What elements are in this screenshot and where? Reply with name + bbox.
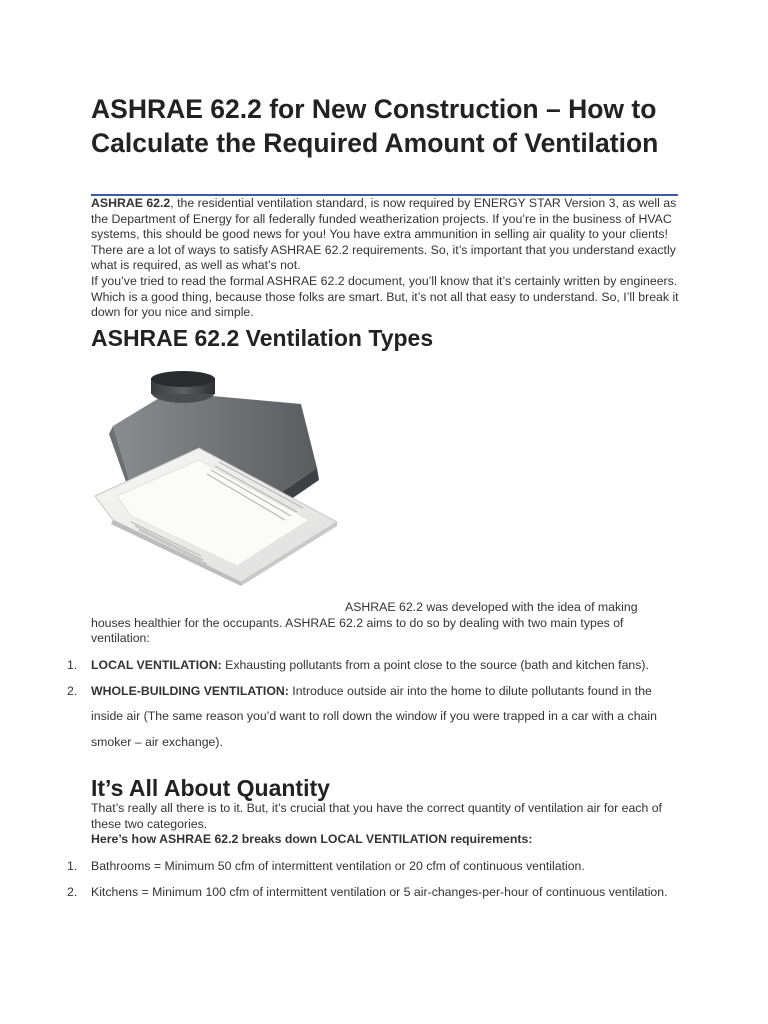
list-item-label: LOCAL VENTILATION: <box>91 658 222 672</box>
intro-paragraph-1 <box>91 196 680 274</box>
list-item <box>67 653 680 679</box>
intro-text <box>91 196 680 321</box>
ventilation-types-heading: ASHRAE 62.2 Ventilation Types <box>91 325 434 351</box>
development-paragraph <box>91 600 680 647</box>
list-number: 1. <box>67 658 78 672</box>
list-number: 1. <box>67 859 78 873</box>
list-item-text: Bathrooms = Minimum 50 cfm of intermittent ventilation or 20 cfm of continuous ventilation. <box>91 859 585 873</box>
list-item <box>67 854 680 880</box>
local-ventilation-list <box>67 854 680 905</box>
quantity-text: That’s really all there is to it. But, it’s crucial that you have the correct quantity of ventilation air for each of these two categories. <box>91 801 662 831</box>
development-text: ASHRAE 62.2 was developed with the idea of making houses healthier for the occupants. ASHRAE 62.2 aims to do so by dealing with two main types of ventilation: <box>91 600 638 646</box>
list-item-text: Exhausting pollutants from a point close to the source (bath and kitchen fans). <box>221 658 649 672</box>
intro-bold-lead: ASHRAE 62.2 <box>91 196 171 210</box>
intro-p1-text: , the residential ventilation standard, is now required by ENERGY STAR Version 3, as well as the Department of Energy for all federally funded weatherization projects. If you’re in the business of HVAC systems, this should be good news for you! You have extra ammunition in selling air quality to your clients! There are a lot of ways to satisfy ASHRAE 62.2 requirements. So, it’s important that you understand exactly what is required, as well as what’s not. <box>91 196 677 273</box>
list-number: 2. <box>67 884 78 899</box>
page-title: ASHRAE 62.2 for New Construction – How to Calculate the Required Amount of Ventilation <box>91 94 659 158</box>
quantity-heading: It’s All About Quantity <box>91 775 330 801</box>
list-item-text: Kitchens = Minimum 100 cfm of intermittent ventilation or 5 air-changes-per-hour of continuous ventilation. <box>91 884 668 899</box>
exhaust-fan-image <box>91 370 349 592</box>
local-ventilation-subheading: Here’s how ASHRAE 62.2 breaks down LOCAL VENTILATION requirements: <box>91 832 533 847</box>
ventilation-types-list <box>67 653 680 755</box>
list-item <box>67 679 680 756</box>
list-item-label: WHOLE-BUILDING VENTILATION: <box>91 683 289 698</box>
quantity-paragraph <box>91 801 680 848</box>
intro-paragraph-2: If you’ve tried to read the formal ASHRAE 62.2 document, you’ll know that it’s certainly written by engineers. Which is a good thing, because those folks are smart. But, it’s not all that easy to understand. So, I’ll break it down for you nice and simple. <box>91 273 679 320</box>
list-item-text: Introduce outside air into the home to dilute pollutants found in the inside air (The same reason you’d want to roll down the window if you were trapped in a car with a chain smoker – air exchange). <box>91 683 657 749</box>
list-item <box>67 880 680 906</box>
list-number: 2. <box>67 683 78 698</box>
